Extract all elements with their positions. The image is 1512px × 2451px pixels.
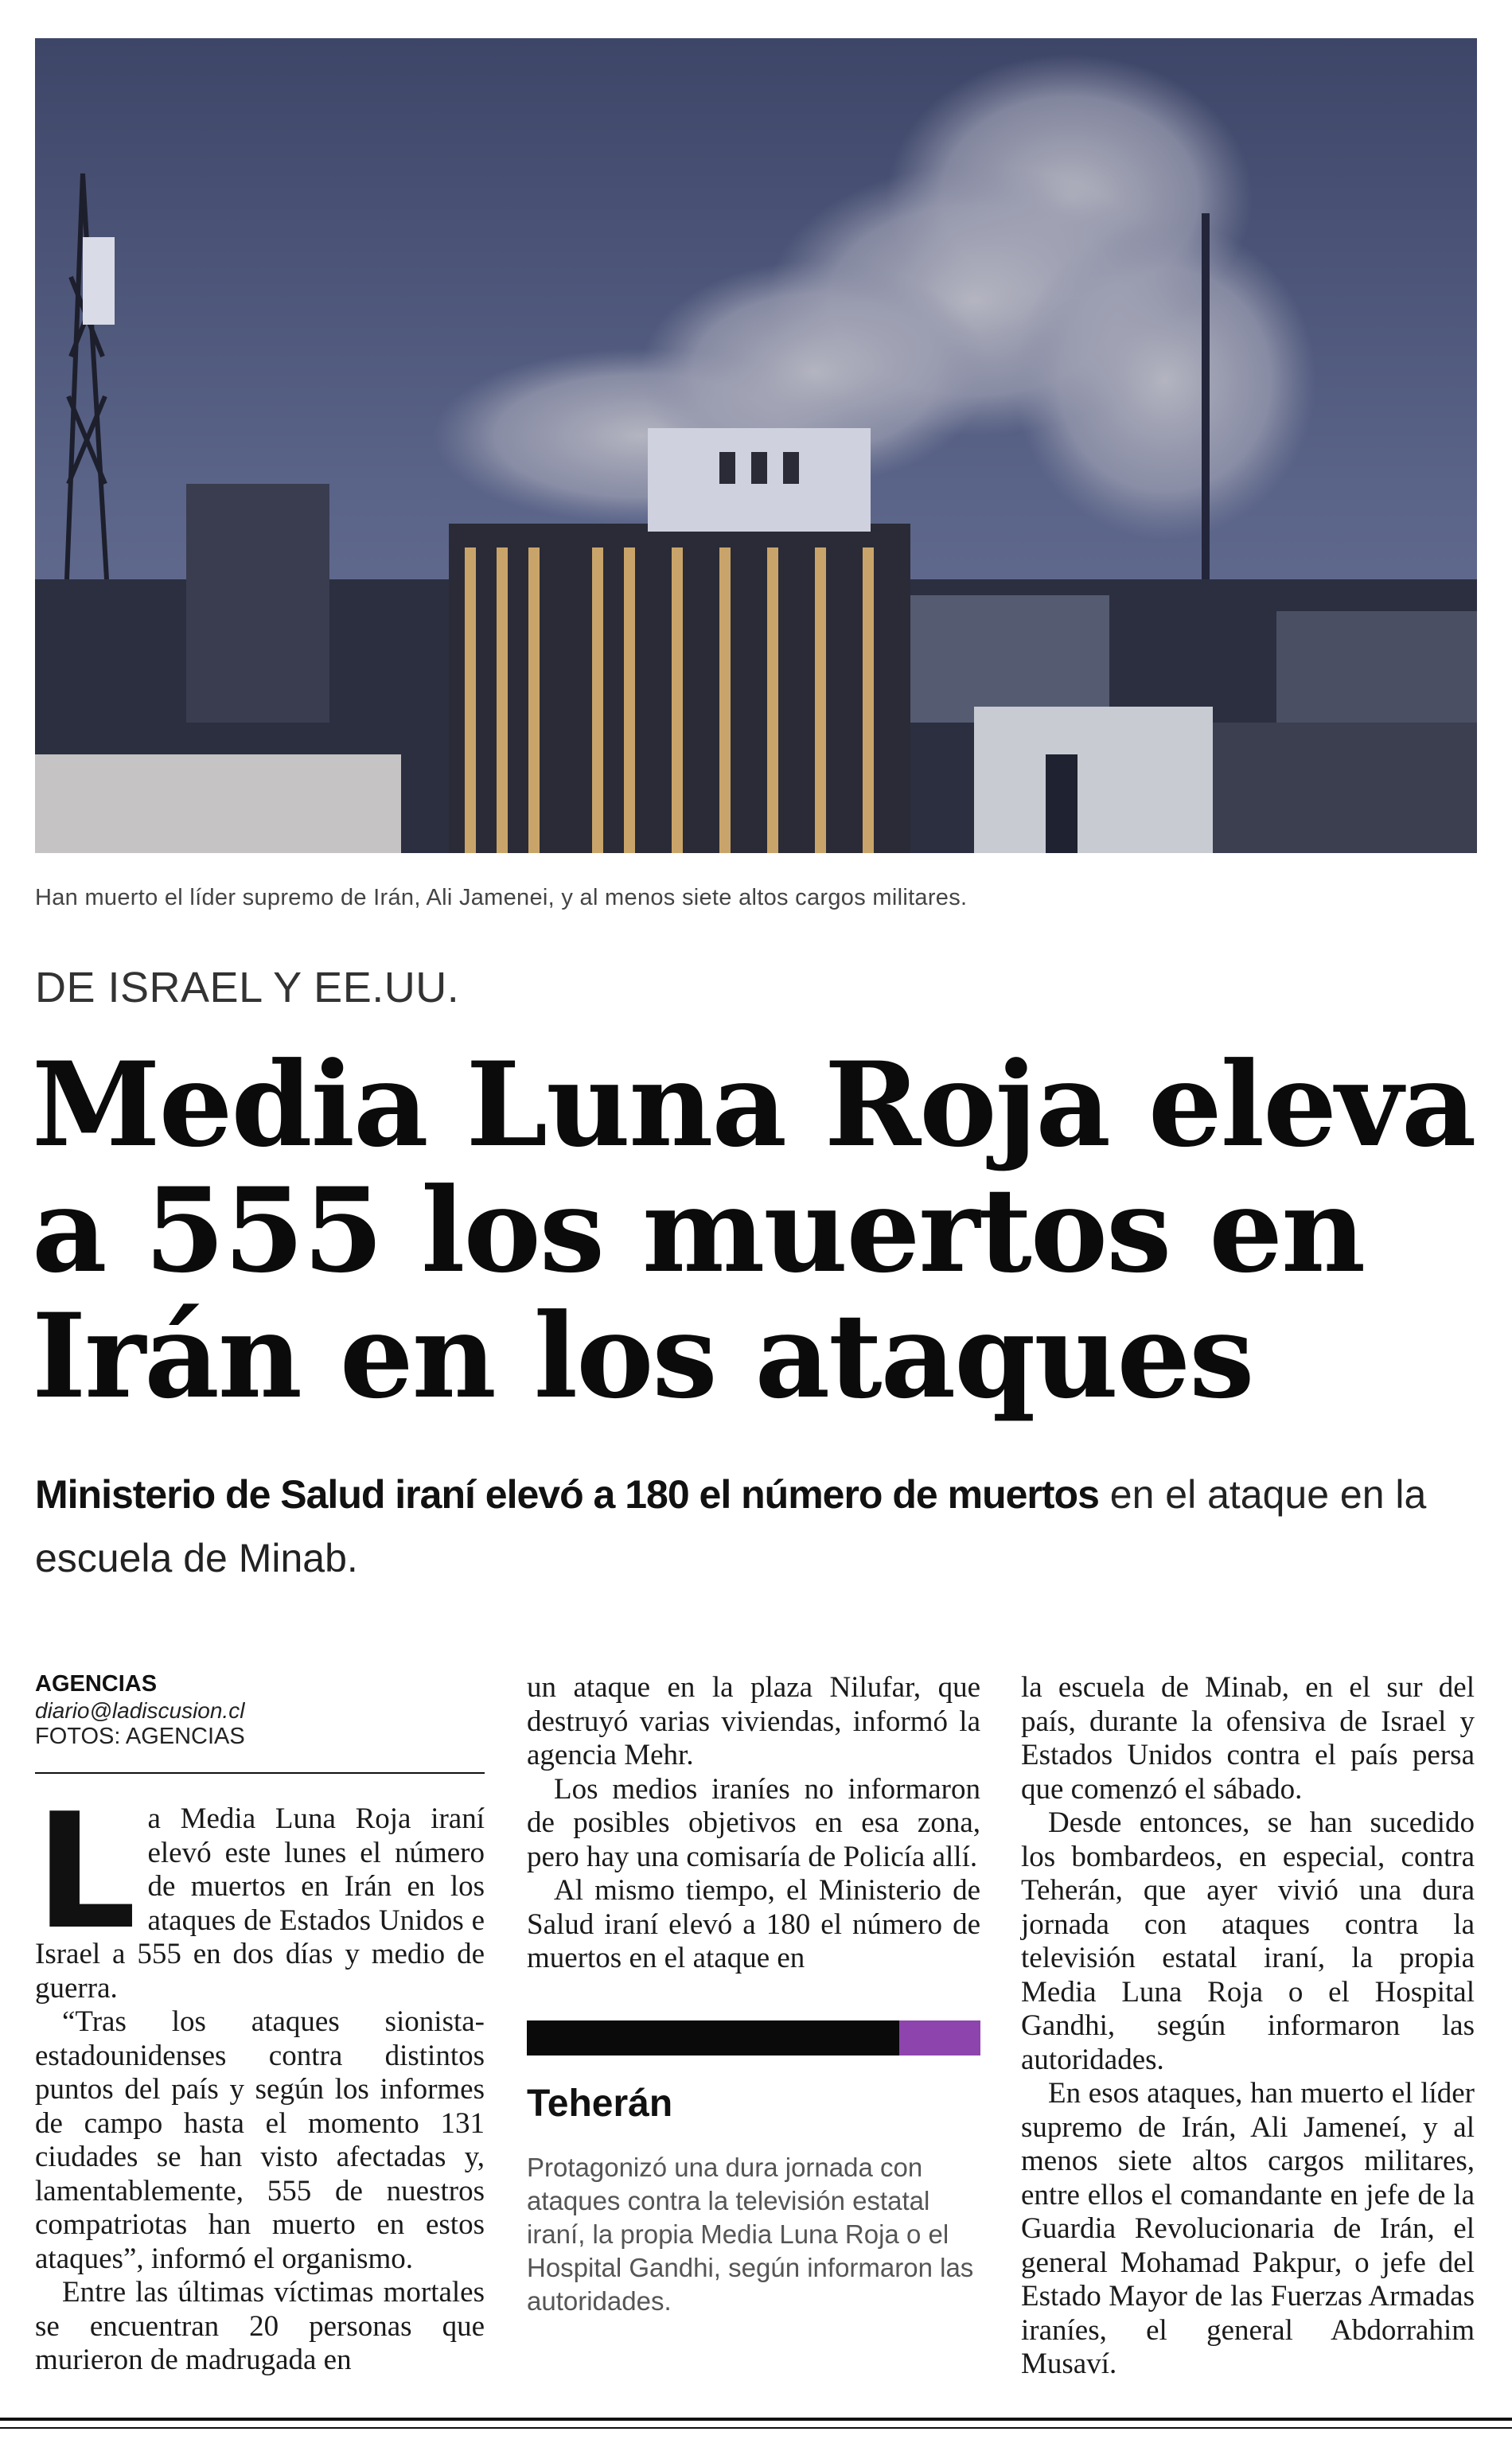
byline-email: diario@ladiscusion.cl bbox=[35, 1698, 245, 1723]
headline-line-2: a 555 los muertos en bbox=[32, 1163, 1365, 1299]
article-paragraph: la escuela de Minab, en el sur del país, durante la ofensiva de Israel y Estados Unidos contra el país persa que comenzó el sábado. bbox=[1021, 1671, 1475, 1806]
sidebar-bar bbox=[527, 2020, 980, 2055]
article-paragraph bbox=[35, 1779, 485, 2005]
byline bbox=[35, 1671, 485, 1750]
deck bbox=[35, 1463, 1467, 1590]
article-column-3 bbox=[1021, 1671, 1475, 2382]
article-text: a Media Luna Roja iraní elevó este lunes el número de muertos en Irán en los ataques de Estados Unidos e Israel a 555 en dos días y medio de guerra. bbox=[35, 1802, 485, 2005]
article-paragraph: Entre las últimas víctimas mortales se encuentran 20 personas que murieron de madrugada en bbox=[35, 2276, 485, 2376]
news-photo bbox=[35, 38, 1477, 853]
sidebar-text: Protagonizó una dura jornada con ataques contra la televisión estatal iraní, la propia Media Luna Roja o el Hospital Gandhi, según informaron las autoridades. bbox=[527, 2153, 974, 2316]
deck-regular: en el ataque en la escuela de Minab. bbox=[35, 1472, 1427, 1580]
sidebar-accent bbox=[899, 2020, 980, 2055]
byline-agency: AGENCIAS bbox=[35, 1671, 158, 1697]
article-paragraph: “Tras los ataques sionista-estadounidenses contra distintos puntos del país y según los informes de campo hasta el momento 131 ciudades se han visto afectadas y, lamentablemente, 555 de nuestros compatriotas han muerto en estos ataques”, informó el organismo. bbox=[35, 2005, 485, 2275]
article-column-2 bbox=[527, 1671, 980, 2318]
page-bottom-rule bbox=[0, 2418, 1512, 2421]
headline bbox=[32, 1037, 1488, 1424]
article-paragraph: En esos ataques, han muerto el líder supremo de Irán, Ali Jameneí, y al menos siete altos cargos militares, entre ellos el comandante en jefe de la Guardia Revolucionaria de Irán, el general Mohamad Pakpur, o jefe del Estado Mayor de las Fuerzas Armadas iraníes, el general Abdorrahim Musaví. bbox=[1021, 2077, 1475, 2380]
tehran-skyline-smoke-image bbox=[35, 38, 1477, 853]
article-paragraph: Los medios iraníes no informaron de posibles objetivos en esa zona, pero hay una comisaría de Policía allí. bbox=[527, 1772, 980, 1873]
deck-bold: Ministerio de Salud iraní elevó a 180 el número de muertos bbox=[35, 1472, 1099, 1517]
photo-caption: Han muerto el líder supremo de Irán, Ali Jamenei, y al menos siete altos cargos militares. bbox=[35, 885, 968, 910]
kicker: DE ISRAEL Y EE.UU. bbox=[35, 964, 460, 1011]
drop-cap: L bbox=[35, 1779, 137, 1965]
sidebar-title: Teherán bbox=[527, 2082, 673, 2125]
article-column-1 bbox=[35, 1671, 485, 2378]
byline-photos: FOTOS: AGENCIAS bbox=[35, 1724, 245, 1749]
article-paragraph: Desde entonces, se han sucedido los bombardeos, en especial, contra Teherán, que ayer vivió una dura jornada con ataques contra la televisión estatal iraní, la propia Media Luna Roja o el Hospital Gandhi, según informaron las autoridades. bbox=[1021, 1806, 1475, 2076]
article-paragraph: un ataque en la plaza Nilufar, que destruyó varias viviendas, informó la agencia Mehr. bbox=[527, 1671, 980, 1771]
article-paragraph: Al mismo tiempo, el Ministerio de Salud iraní elevó a 180 el número de muertos en el ataque en bbox=[527, 1874, 980, 1974]
headline-line-3: Irán en los ataques bbox=[32, 1288, 1253, 1424]
page-bottom-rule-thin bbox=[0, 2427, 1512, 2429]
byline-divider bbox=[35, 1772, 485, 1774]
headline-line-1: Media Luna Roja eleva bbox=[32, 1037, 1475, 1173]
